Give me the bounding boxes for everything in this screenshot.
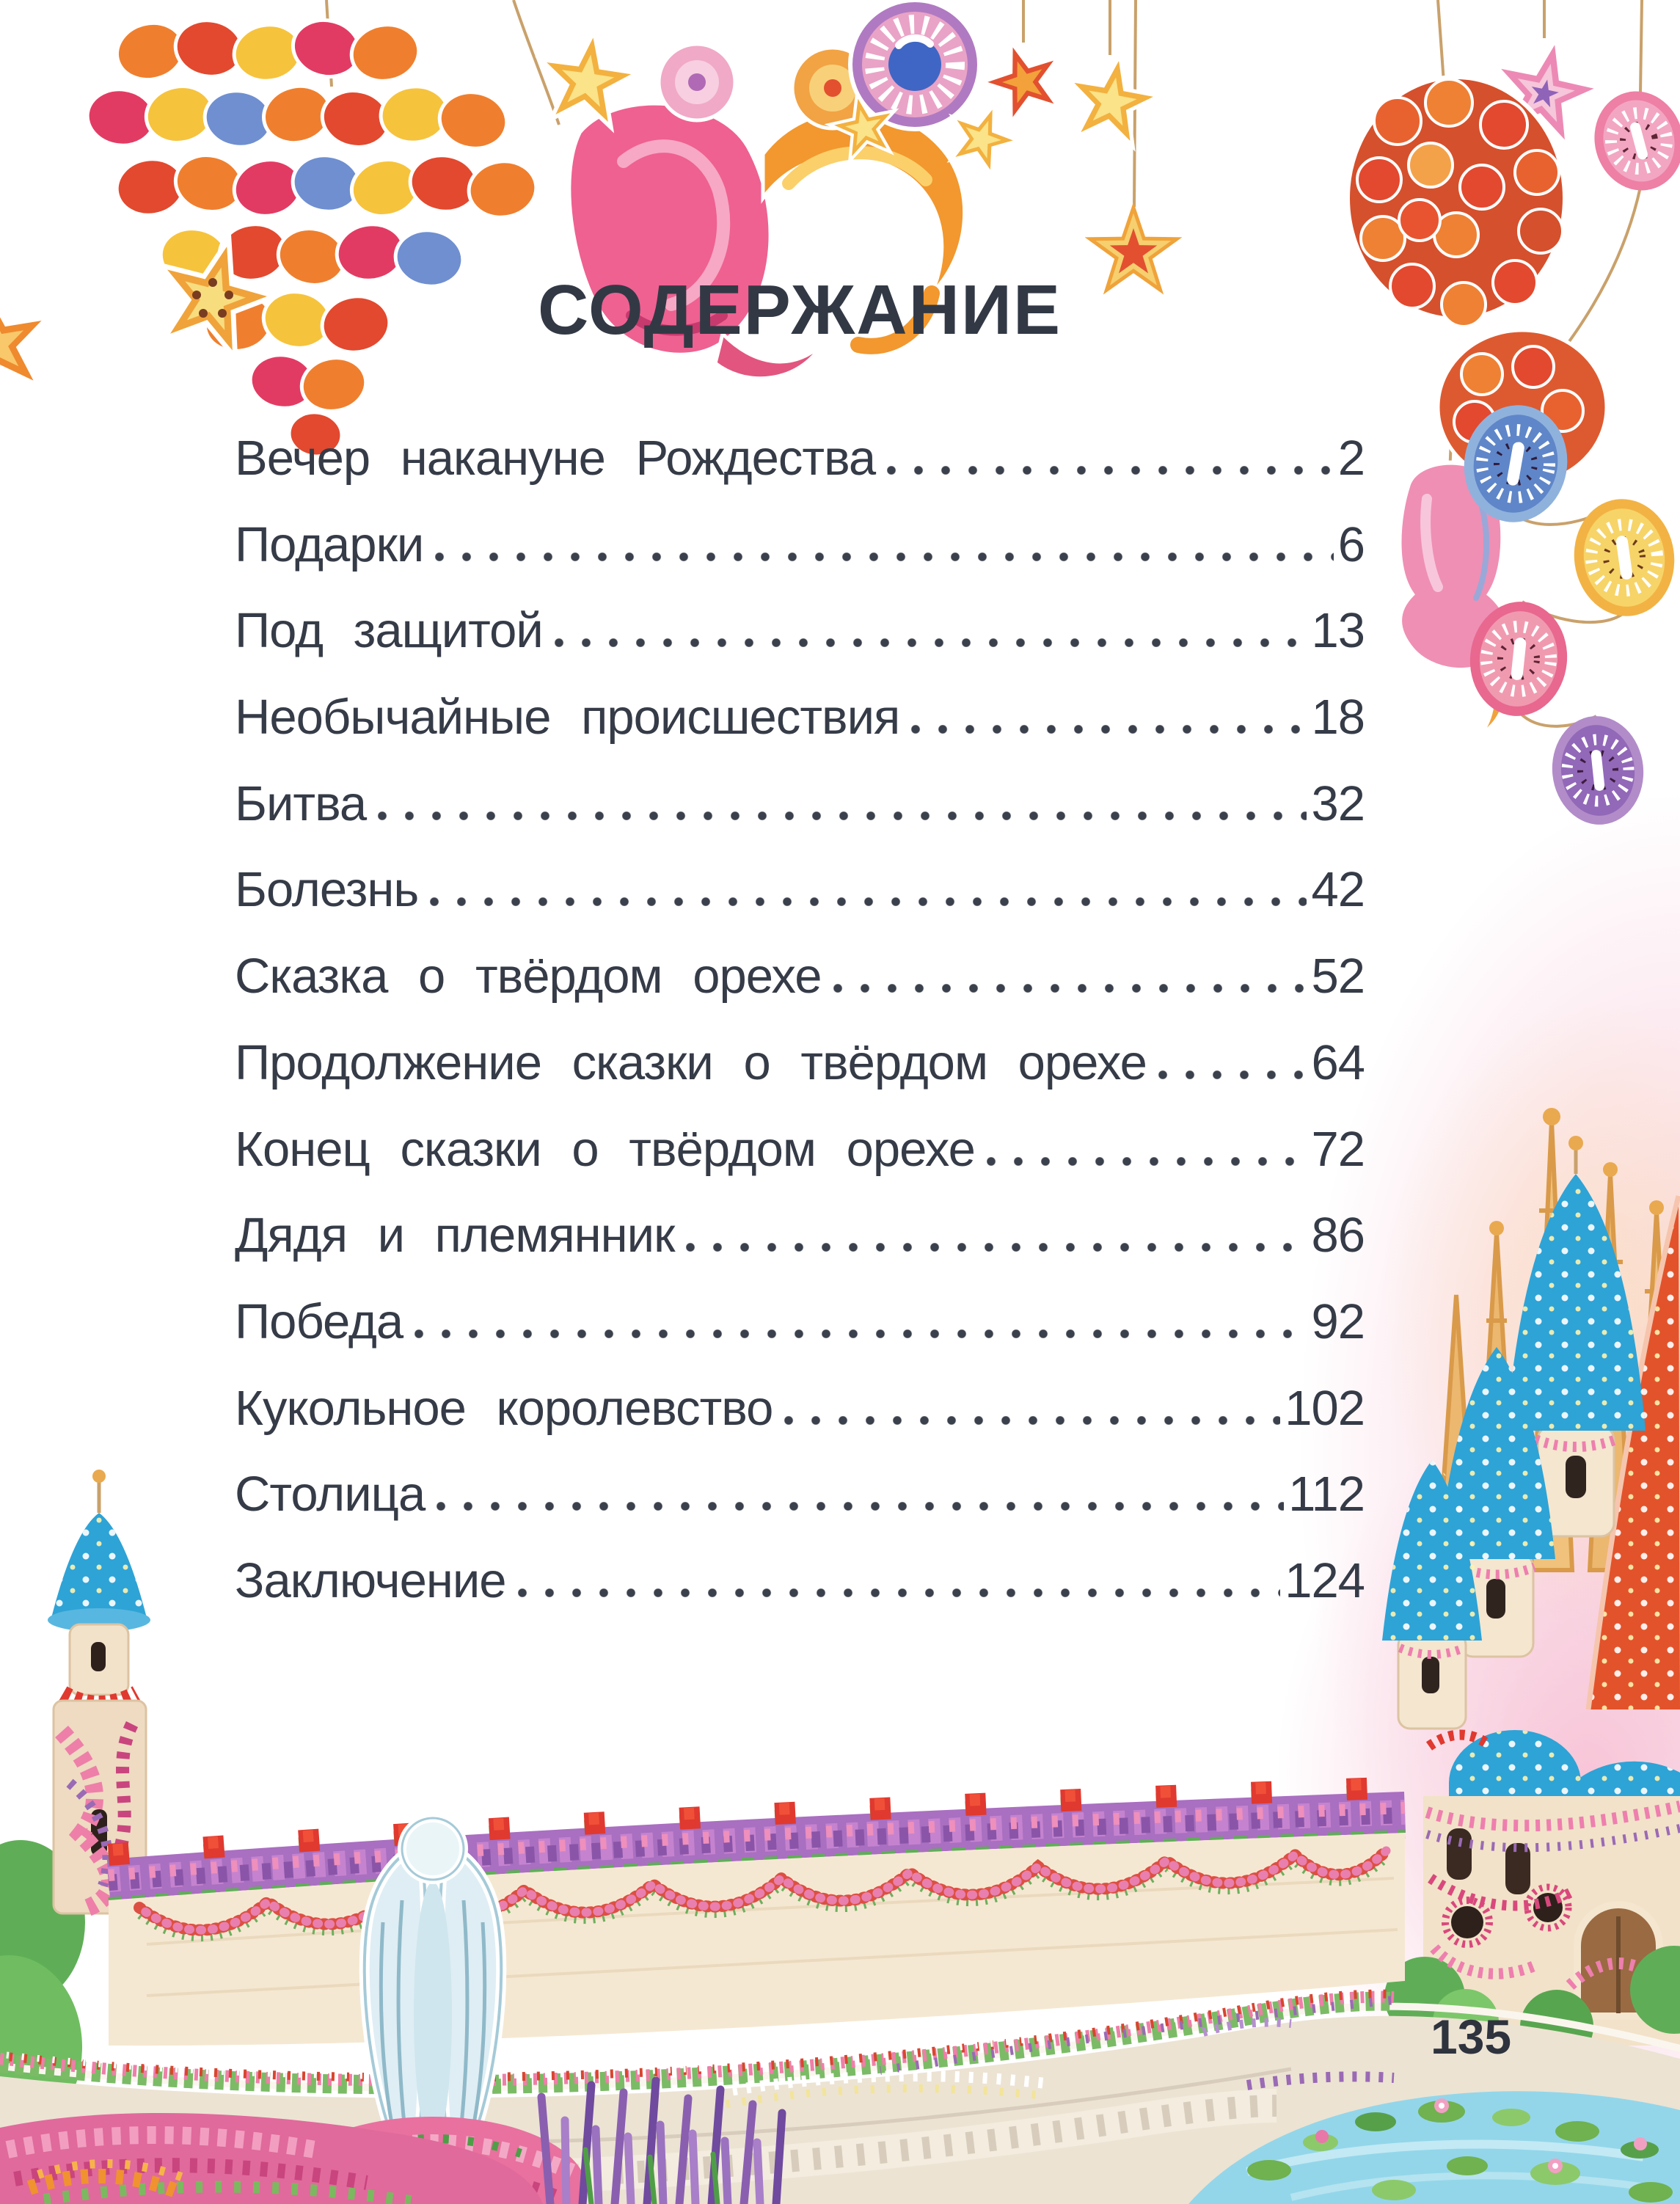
toc-entry: [235, 1380, 1365, 1467]
toc-entry-label: Сказка о твёрдом орехе: [235, 949, 822, 1004]
toc-entry-page: 42: [1311, 862, 1365, 918]
toc-entry-label: Столица: [235, 1467, 426, 1522]
candy-slice: [659, 44, 873, 128]
toc-entry-page: 72: [1311, 1121, 1365, 1177]
dot-leader: [1158, 1070, 1307, 1079]
toc-entry: [235, 1035, 1365, 1121]
toc-entry: [235, 1207, 1365, 1293]
dot-leader: [518, 1588, 1281, 1597]
toc-entry: [235, 861, 1365, 948]
dot-leader: [378, 811, 1307, 820]
toc-entry: [235, 602, 1365, 689]
page-title: СОДЕРЖАНИЕ: [538, 271, 1062, 349]
dot-leader: [414, 1329, 1307, 1338]
dot-leader: [784, 1416, 1280, 1425]
toc-entry-label: Конец сказки о твёрдом орехе: [235, 1121, 975, 1177]
toc-entry-page: 86: [1311, 1208, 1365, 1263]
dot-leader: [911, 725, 1307, 734]
dot-leader: [437, 1502, 1284, 1511]
toc-entry-page: 112: [1288, 1467, 1365, 1522]
toc-entry: [235, 689, 1365, 776]
angel-statue: [365, 1818, 502, 2157]
toc-entry-label: Продолжение сказки о твёрдом орехе: [235, 1035, 1147, 1090]
toc-entry-label: Болезнь: [235, 862, 419, 918]
toc-entry: [235, 1552, 1365, 1639]
toc-entry-label: Победа: [235, 1293, 403, 1349]
toc-entry-page: 52: [1311, 949, 1365, 1004]
toc-entry-page: 32: [1311, 776, 1365, 831]
toc-entry-page: 6: [1337, 517, 1365, 572]
folio-page-number: 135: [1431, 2010, 1512, 2064]
toc-entry-label: Вечер накануне Рождества: [235, 431, 876, 486]
dot-leader: [435, 552, 1333, 561]
toc-entry-page: 102: [1285, 1380, 1365, 1436]
toc-entry-label: Подарки: [235, 517, 424, 572]
dot-leader: [833, 984, 1307, 993]
toc-entry: [235, 948, 1365, 1035]
table-of-contents: [235, 430, 1365, 1639]
watch-tower: [48, 1470, 150, 1913]
toc-entry-label: Дядя и племянник: [235, 1208, 675, 1263]
toc-entry-label: Необычайные происшествия: [235, 690, 900, 745]
toc-entry: [235, 776, 1365, 862]
toc-entry-page: 64: [1311, 1035, 1365, 1090]
toc-entry-label: Заключение: [235, 1552, 506, 1608]
purple-fruit-slice: [850, 0, 979, 129]
toc-entry: [235, 517, 1365, 603]
toc-entry-page: 13: [1311, 603, 1365, 659]
toc-entry: [235, 1121, 1365, 1208]
dot-leader: [430, 897, 1307, 906]
dot-leader: [987, 1157, 1307, 1166]
toc-entry: [235, 430, 1365, 517]
dot-leader: [887, 466, 1334, 475]
toc-entry-page: 2: [1337, 431, 1365, 486]
toc-entry: [235, 1466, 1365, 1552]
toc-entry: [235, 1293, 1365, 1380]
toc-entry-page: 18: [1311, 690, 1365, 745]
toc-entry-label: Кукольное королевство: [235, 1380, 773, 1436]
toc-entry-page: 124: [1285, 1552, 1365, 1608]
toc-entry-label: Под защитой: [235, 603, 543, 659]
toc-entry-page: 92: [1311, 1293, 1365, 1349]
dot-leader: [686, 1243, 1307, 1252]
dot-leader: [555, 638, 1307, 647]
toc-entry-label: Битва: [235, 776, 367, 831]
